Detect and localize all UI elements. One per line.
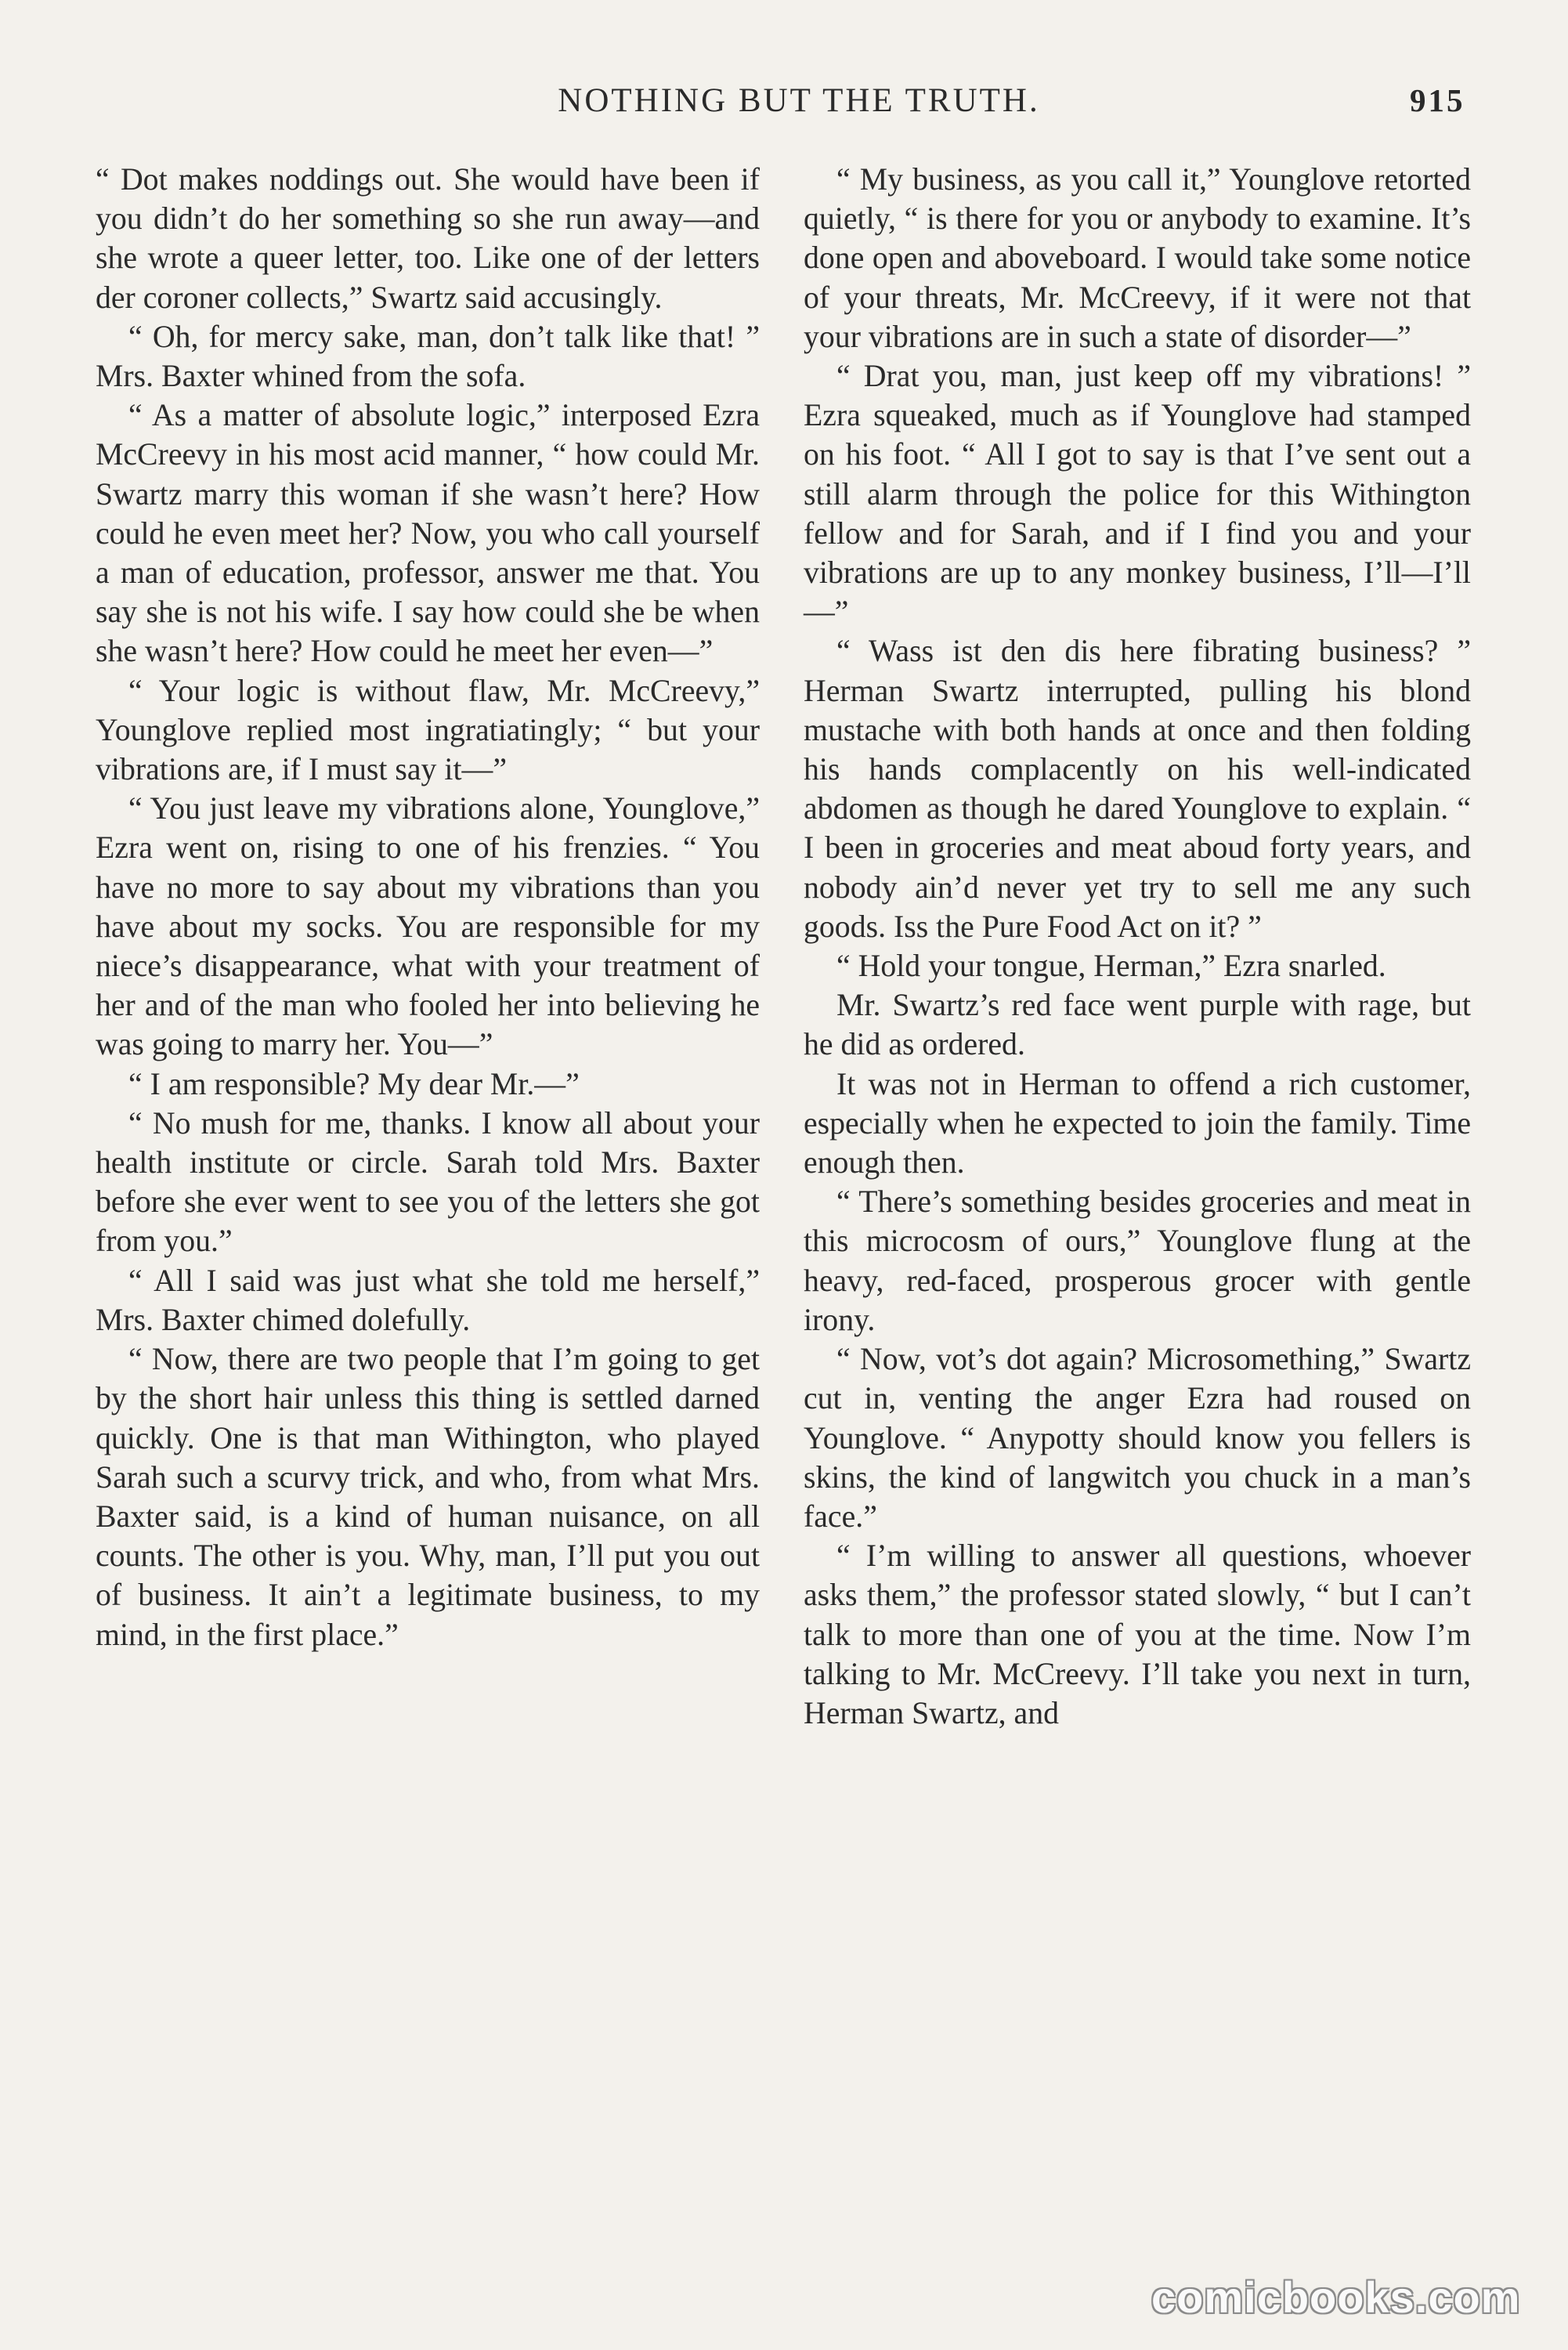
paragraph: “ Drat you, man, just keep off my vibrations! ” Ezra squeaked, much as if Younglove had stamped on his foot. “ All I got to say is that I’ve sent out a still alarm through the police for this Withington fellow and for Sarah, and if I find you and your vibrations are up to any monkey business, I’ll—I’ll—”	[804, 359, 1471, 630]
paragraph: “ Your logic is without flaw, Mr. McCreevy,” Younglove replied most ingratiatingly; “ but your vibrations are, if I must say it—”	[96, 673, 760, 787]
left-column	[96, 160, 760, 1654]
right-column	[804, 160, 1471, 1733]
paragraph: It was not in Herman to offend a rich customer, especially when he expected to join the family. Time enough then.	[804, 1066, 1471, 1180]
page-number: 915	[1410, 82, 1465, 118]
paragraph: “ No mush for me, thanks. I know all about your health institute or circle. Sarah told Mrs. Baxter before she ever went to see you of the letters she got from you.”	[96, 1105, 760, 1259]
paragraph: “ Wass ist den dis here fibrating business? ” Herman Swartz interrupted, pulling his blond mustache with both hands at once and then folding his hands complacently on his well-indicated abdomen as though he dared Younglove to explain. “ I been in groceries and meat aboud forty years, and nobody ain’d never yet try to sell me any such goods. Iss the Pure Food Act on it? ”	[804, 634, 1471, 944]
page-title: NOTHING BUT THE TRUTH.	[558, 82, 1040, 119]
paragraph: “ You just leave my vibrations alone, Younglove,” Ezra went on, rising to one of his frenzies. “ You have no more to say about my vibrations than you have about my socks. You are responsible for my niece’s disappearance, what with your treatment of her and of the man who fooled her into believing he was going to marry her. You—”	[96, 791, 760, 1062]
paragraph: “ Dot makes noddings out. She would have been if you didn’t do her something so she run away—and she wrote a queer letter, too. Like one of der letters der coroner collects,” Swartz said accusingly.	[96, 162, 760, 315]
paragraph: “ Now, vot’s dot again? Microsomething,” Swartz cut in, venting the anger Ezra had roused on Younglove. “ Anypotty should know you fellers is skins, the kind of langwitch you chuck in a man’s face.”	[804, 1342, 1471, 1534]
paragraph: “ There’s something besides groceries and meat in this microcosm of ours,” Younglove flung at the heavy, red-faced, prosperous grocer with gentle irony.	[804, 1184, 1471, 1337]
paragraph: “ As a matter of absolute logic,” interposed Ezra McCreevy in his most acid manner, “ how could Mr. Swartz marry this woman if she wasn’t here? How could he even meet her? Now, you who call yourself a man of education, professor, answer me that. You say she is not his wife. I say how could she be when she wasn’t here? How could he meet her even—”	[96, 398, 760, 669]
site-watermark: comicbooks.com	[1151, 2272, 1521, 2322]
paragraph: “ I’m willing to answer all questions, whoever asks them,” the professor stated slowly, “ but I can’t talk to more than one of you at the time. Now I’m talking to Mr. McCreevy. I’ll take you next in turn, Herman Swartz, and	[804, 1538, 1471, 1730]
paragraph: “ My business, as you call it,” Younglove retorted quietly, “ is there for you or anybody to examine. It’s done open and aboveboard. I would take some notice of your threats, Mr. McCreevy, if it were not that your vibrations are in such a state of disorder—”	[804, 162, 1471, 354]
paragraph: “ I am responsible? My dear Mr.—”	[128, 1066, 580, 1101]
paragraph: “ Hold your tongue, Herman,” Ezra snarled.	[836, 949, 1386, 984]
paragraph: Mr. Swartz’s red face went purple with rage, but he did as ordered.	[804, 988, 1471, 1062]
paragraph: “ Oh, for mercy sake, man, don’t talk like that! ” Mrs. Baxter whined from the sofa.	[96, 319, 760, 394]
paragraph: “ Now, there are two people that I’m going to get by the short hair unless this thing is settled darned quickly. One is that man Withington, who played Sarah such a scurvy trick, and who, from what Mrs. Baxter said, is a kind of human nuisance, on all counts. The other is you. Why, man, I’ll put you out of business. It ain’t a legitimate business, to my mind, in the first place.”	[96, 1342, 760, 1652]
paragraph: “ All I said was just what she told me herself,” Mrs. Baxter chimed dolefully.	[96, 1263, 760, 1337]
